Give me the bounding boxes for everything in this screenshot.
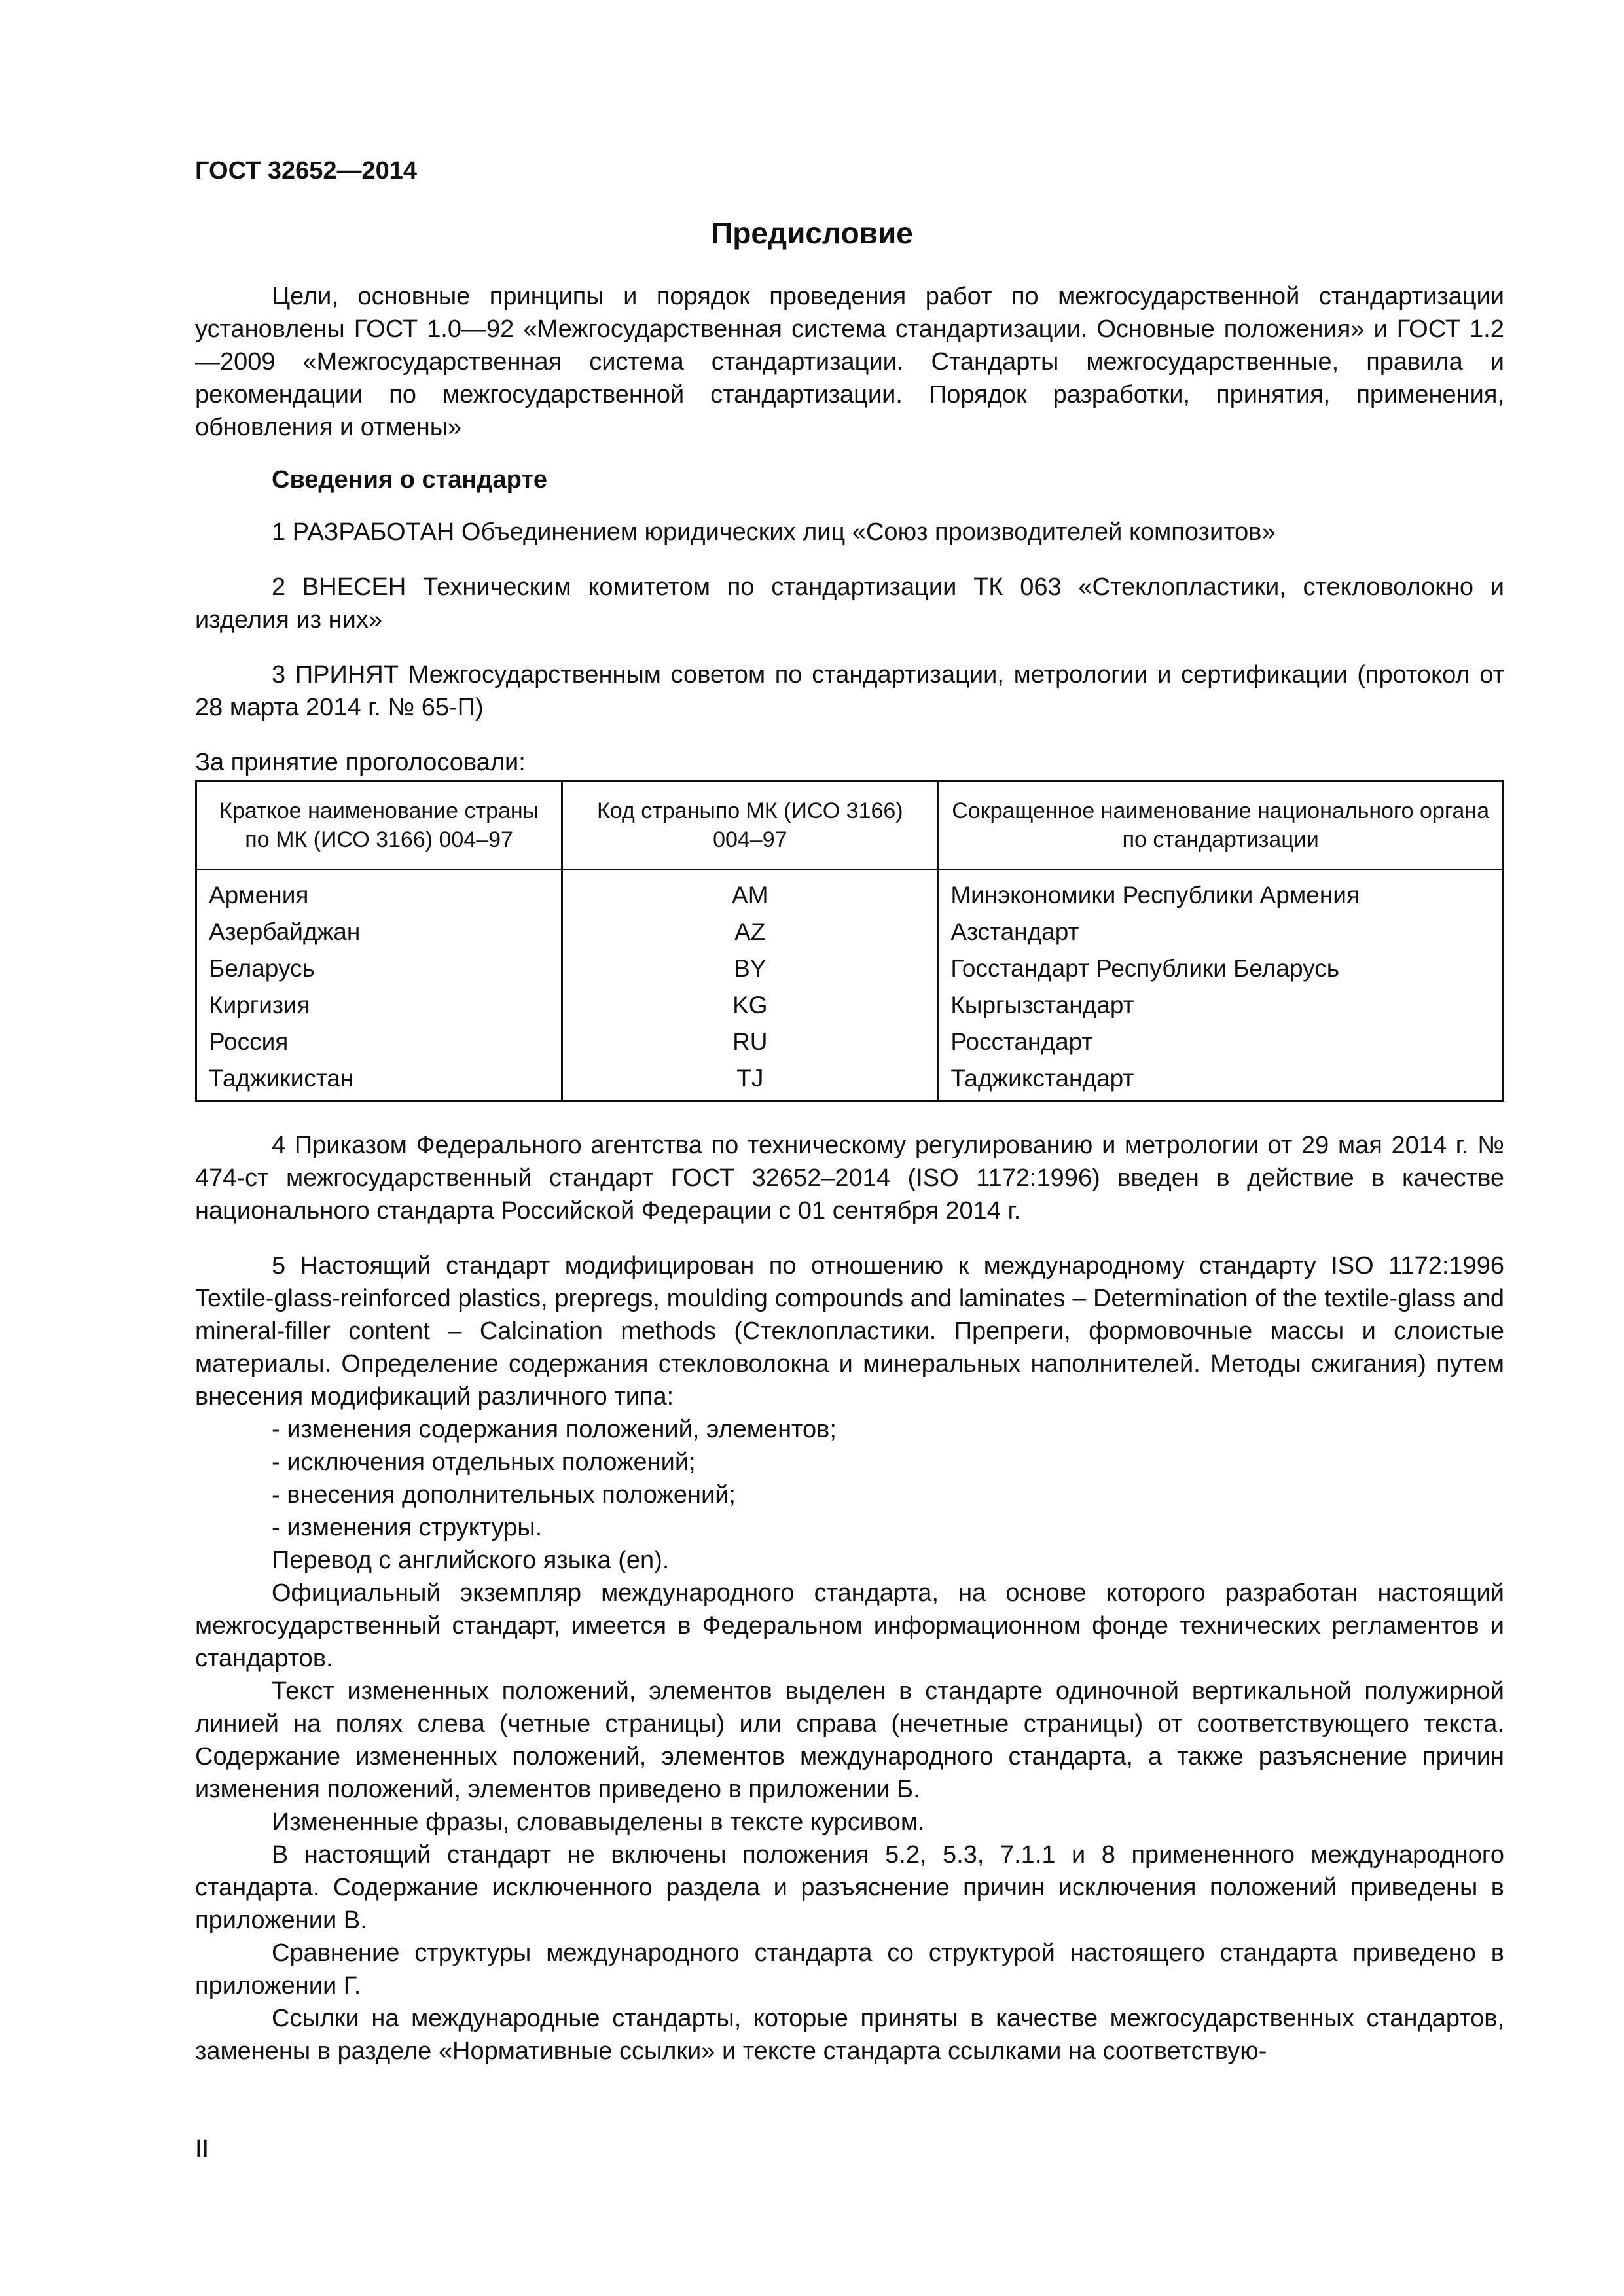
item-4: 4 Приказом Федерального агентства по техническому регулированию и метрологии от 29 мая 2014 г. № 474-ст межгосударственный стандарт ГОСТ 32652–2014 (ISO 1172:1996) введен в действие в качестве национального стандарта Российской Федерации с 01 сентября 2014 г.: [195, 1132, 1504, 1225]
country-cell: Азербайджан: [196, 914, 562, 950]
country-cell: Армения: [196, 870, 562, 914]
mod-list-item: - изменения содержания положений, элементов;: [272, 1416, 837, 1443]
structure-comparison-note: Сравнение структуры международного стандарта со структурой настоящего стандарта приведено в приложении Г.: [195, 1939, 1504, 2000]
table-row: [196, 870, 1504, 914]
table-row: [196, 950, 1504, 987]
section-heading: Сведения о стандарте: [272, 466, 548, 493]
code-cell: BY: [562, 950, 938, 987]
table-row: [196, 1060, 1504, 1101]
table-header-row: [196, 781, 1504, 870]
code-cell: RU: [562, 1024, 938, 1060]
document-body: [195, 280, 1504, 2068]
country-cell: Россия: [196, 1024, 562, 1060]
body-cell: Кыргызстандарт: [938, 987, 1504, 1024]
code-cell: AM: [562, 870, 938, 914]
mod-list-item: - изменения структуры.: [272, 1514, 543, 1541]
body-cell: Азстандарт: [938, 914, 1504, 950]
mod-list-item: - внесения дополнительных положений;: [272, 1481, 736, 1509]
italic-phrases-note: Измененные фразы, словавыделены в тексте курсивом.: [272, 1808, 925, 1836]
translation-note: Перевод с английского языка (en).: [272, 1547, 670, 1574]
intro-paragraph: Цели, основные принципы и порядок проведения работ по межгосударственной стандартизации установлены ГОСТ 1.0—92 «Межгосударственная система стандартизации. Основные положения» и ГОСТ 1.2—2009 «Межгосударственная система стандартизации. Стандарты межгосударственные, правила и рекомендации по межгосударственной стандартизации. Порядок разработки, принятия, применения, обновления и отмены»: [195, 283, 1504, 441]
code-cell: AZ: [562, 914, 938, 950]
header-code: Код страныпо МК (ИСО 3166) 004–97: [562, 781, 938, 870]
item-5: 5 Настоящий стандарт модифицирован по отношению к международному стандарту ISO 1172:1996 Textile-glass-reinforced plastics, prepregs, moulding compounds and laminates – Determination of the textile-glass and mineral-filler content – Calcination methods (Стеклопластики. Препреги, формовочные массы и слоистые материалы. Определение содержания стекловолокна и минеральных наполнителей. Методы сжигания) путем внесения модификаций различного типа:: [195, 1252, 1504, 1410]
item-3: 3 ПРИНЯТ Межгосударственным советом по стандартизации, метрологии и сертификации (протокол от 28 марта 2014 г. № 65-П): [195, 661, 1504, 721]
table-row: [196, 1024, 1504, 1060]
code-cell: TJ: [562, 1060, 938, 1101]
country-cell: Киргизия: [196, 987, 562, 1024]
body-cell: Госстандарт Республики Беларусь: [938, 950, 1504, 987]
page-number: II: [195, 2135, 209, 2162]
header-body: Сокращенное наименование национального органа по стандартизации: [938, 781, 1504, 870]
body-cell: Минэкономики Республики Армения: [938, 870, 1504, 914]
member-states-table: [195, 780, 1504, 1102]
item-1: 1 РАЗРАБОТАН Объединением юридических лиц «Союз производителей композитов»: [272, 518, 1276, 546]
vote-lead: За принятие проголосовали:: [195, 749, 526, 776]
code-cell: KG: [562, 987, 938, 1024]
table-row: [196, 987, 1504, 1024]
changed-text-note: Текст измененных положений, элементов выделен в стандарте одиночной вертикальной полужирной линией на полях слева (четные страницы) или справа (нечетные страницы) от соответствующего текста. Содержание измененных положений, элементов международного стандарта, а также разъяснение причин изменения положений, элементов приведено в приложении Б.: [195, 1677, 1504, 1803]
item-2: 2 ВНЕСЕН Техническим комитетом по стандартизации ТК 063 «Стеклопластики, стекловолокно и изделия из них»: [195, 573, 1504, 634]
body-cell: Росстандарт: [938, 1024, 1504, 1060]
table-row: [196, 914, 1504, 950]
official-copy-note: Официальный экземпляр международного стандарта, на основе которого разработан настоящий межгосударственный стандарт, имеется в Федеральном информационном фонде технических регламентов и стандартов.: [195, 1579, 1504, 1672]
header-country: Краткое наименование страны по МК (ИСО 3166) 004–97: [196, 781, 562, 870]
references-note: Ссылки на международные стандарты, которые приняты в качестве межгосударственных стандартов, заменены в разделе «Нормативные ссылки» и тексте стандарта ссылками на соответствую-: [195, 2005, 1504, 2065]
country-cell: Таджикистан: [196, 1060, 562, 1101]
page-title: Предисловие: [711, 216, 913, 250]
body-cell: Таджикстандарт: [938, 1060, 1504, 1101]
excluded-provisions-note: В настоящий стандарт не включены положения 5.2, 5.3, 7.1.1 и 8 примененного международного стандарта. Содержание исключенного раздела и разъяснение причин исключения положений приведены в приложении В.: [195, 1841, 1504, 1934]
country-cell: Беларусь: [196, 950, 562, 987]
document-number-header: ГОСТ 32652—2014: [195, 157, 418, 185]
mod-list-item: - исключения отдельных положений;: [272, 1448, 696, 1476]
